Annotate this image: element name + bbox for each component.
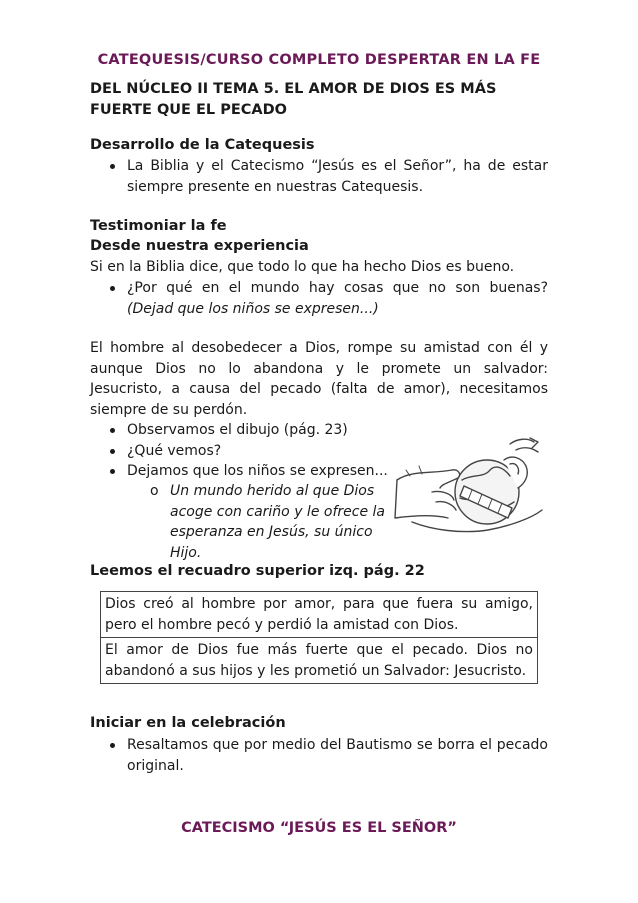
testimony-bullet: [90, 278, 548, 319]
development-list: [90, 156, 548, 197]
development-bullet: La Biblia y el Catecismo “Jesús es el Señor”, ha de estar siempre presente en nuestras Catequesis.: [90, 156, 548, 197]
subbullet-marker: o: [150, 483, 159, 499]
document-header: CATEQUESIS/CURSO COMPLETO DESPERTAR EN LA FE: [97, 52, 541, 68]
subbullet-text: Un mundo herido al que Dios acoge con cariño y le ofrece la esperanza en Jesús, su único Hijo.: [170, 483, 385, 561]
summary-box-cell-1: Dios creó al hombre por amor, para que fuera su amigo, pero el hombre pecó y perdió la amistad con Dios.: [105, 596, 533, 633]
observe-bullet-3: Dejamos que los niños se expresen...: [90, 461, 390, 482]
testimony-question: ¿Por qué en el mundo hay cosas que no son buenas?: [127, 280, 548, 296]
observe-sublist: [90, 481, 390, 563]
observe-list: [90, 420, 390, 482]
testimony-list: [90, 278, 548, 319]
celebration-bullet: Resaltamos que por medio del Bautismo se borra el pecado original.: [90, 735, 548, 776]
hands-holding-world-illustration: [392, 430, 552, 550]
celebration-heading: Iniciar en la celebración: [90, 715, 286, 731]
testimony-intro: Si en la Biblia dice, que todo lo que ha hecho Dios es bueno.: [90, 259, 515, 275]
observe-subbullet: [90, 481, 390, 563]
summary-box: [100, 591, 538, 684]
summary-box-cell-2: El amor de Dios fue más fuerte que el pecado. Dios no abandonó a sus hijos y les prometió un Salvador: Jesucristo.: [101, 637, 537, 683]
read-heading: Leemos el recuadro superior izq. pág. 22: [90, 563, 425, 579]
document-footer: CATECISMO “JESÚS ES EL SEÑOR”: [181, 820, 457, 836]
lesson-title: DEL NÚCLEO II TEMA 5. EL AMOR DE DIOS ES MÁS FUERTE QUE EL PECADO: [90, 81, 497, 118]
testimony-note: (Dejad que los niños se expresen...): [127, 300, 379, 317]
observe-bullet-1: Observamos el dibujo (pág. 23): [90, 420, 390, 441]
observe-bullet-2: ¿Qué vemos?: [90, 441, 390, 462]
experience-heading: Desde nuestra experiencia: [90, 238, 309, 254]
testimony-heading: Testimoniar la fe: [90, 218, 227, 234]
celebration-list: [90, 735, 548, 776]
main-paragraph: El hombre al desobedecer a Dios, rompe su amistad con él y aunque Dios no lo abandona y le promete un salvador: Jesucristo, a causa del pecado (falta de amor), necesitamos siempre de su perdón.: [90, 340, 548, 418]
development-heading: Desarrollo de la Catequesis: [90, 137, 315, 153]
